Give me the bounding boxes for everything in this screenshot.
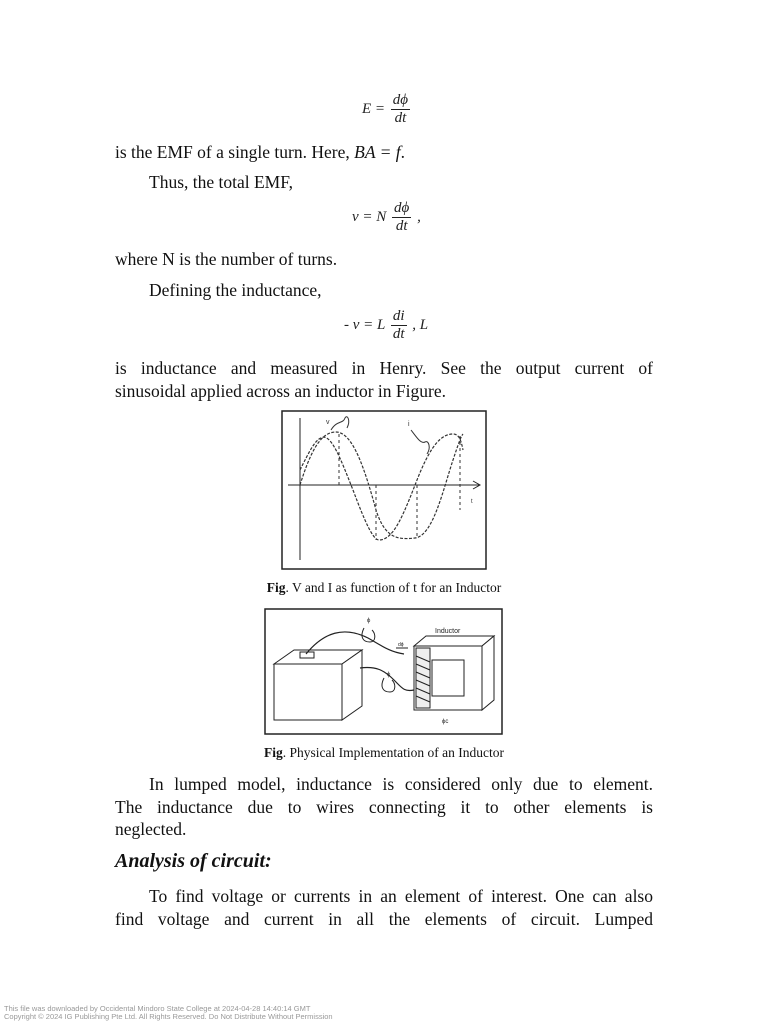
paragraph-line: neglected. (115, 819, 187, 839)
fraction (392, 200, 411, 235)
caption-label: Fig (266, 580, 286, 595)
paragraph-henry (115, 357, 653, 402)
core-side (482, 636, 494, 710)
figure-physical-inductor (264, 608, 503, 735)
fraction-numerator: dϕ (394, 200, 410, 216)
equation-lhs: E = (362, 100, 386, 117)
equation-tail: , (417, 208, 421, 225)
fraction-denominator: dt (395, 218, 408, 234)
fraction (391, 92, 410, 127)
caption-label: Fig (264, 745, 283, 760)
paragraph-lumped-model (115, 773, 653, 841)
label-i: i (408, 421, 410, 428)
core-window (432, 660, 464, 696)
box-front (274, 664, 342, 720)
core-top (414, 636, 494, 646)
label-dphi: dϕ (398, 642, 404, 648)
figure2-caption (0, 745, 768, 761)
label-t: t (471, 499, 473, 505)
paragraph-line: sinusoidal applied across an inductor in Figure. (115, 380, 446, 401)
label-phi-top: ϕ (367, 618, 371, 624)
download-notice: This file was downloaded by Occidental Mindoro State College at 2024-04-28 14:40:14 GMT (4, 1004, 311, 1013)
equation-inductance (344, 308, 428, 343)
paragraph-line: find voltage and current in all the elements of circuit. Lumped (115, 908, 653, 929)
text-segment: . (400, 142, 405, 162)
equation-tail: , L (412, 316, 429, 333)
label-phic: ϕc (442, 719, 449, 725)
equation-total-emf (352, 200, 421, 235)
label-inductor: Inductor (435, 628, 461, 635)
paragraph-line: In lumped model, inductance is considered only due to element. (149, 774, 653, 794)
inline-math: BA = f (354, 142, 401, 162)
fraction-denominator: dt (394, 110, 407, 126)
section-heading: Analysis of circuit: (115, 850, 272, 872)
equation-lhs: - v = L (344, 316, 386, 333)
coil (416, 648, 430, 708)
fraction-numerator: di (392, 308, 405, 324)
equation-emf (362, 92, 412, 127)
paragraph-line: To find voltage or currents in an element of interest. One can also (149, 886, 653, 906)
body-line-inductance: Defining the inductance, (149, 280, 322, 300)
fraction-denominator: dt (392, 326, 405, 342)
label-v: v (326, 419, 330, 426)
paragraph-line: The inductance due to wires connecting it to other elements is (115, 796, 653, 817)
copyright-notice: Copyright © 2024 IG Publishing Pte Ltd. All Rights Reserved. Do Not Distribute Without Permission (4, 1012, 333, 1021)
body-line-turns: where N is the number of turns. (115, 249, 338, 269)
body-line-emf (115, 141, 405, 163)
body-line-total-emf: Thus, the total EMF, (149, 172, 293, 192)
caption-text: . Physical Implementation of an Inductor (282, 745, 504, 760)
figure-vi-waveforms (281, 410, 487, 570)
paragraph-line: is inductance and measured in Henry. See the output current of (115, 358, 653, 378)
fraction-numerator: dϕ (392, 92, 409, 108)
equation-lhs: v = N (352, 208, 387, 225)
text-segment: is the EMF of a single turn. Here, (115, 142, 355, 162)
fraction (391, 308, 407, 343)
label-phi-mid: ϕ (387, 672, 391, 678)
figure1-caption (0, 580, 768, 596)
caption-text: . V and I as function of t for an Inductor (285, 580, 502, 595)
paragraph-analysis (115, 885, 653, 930)
